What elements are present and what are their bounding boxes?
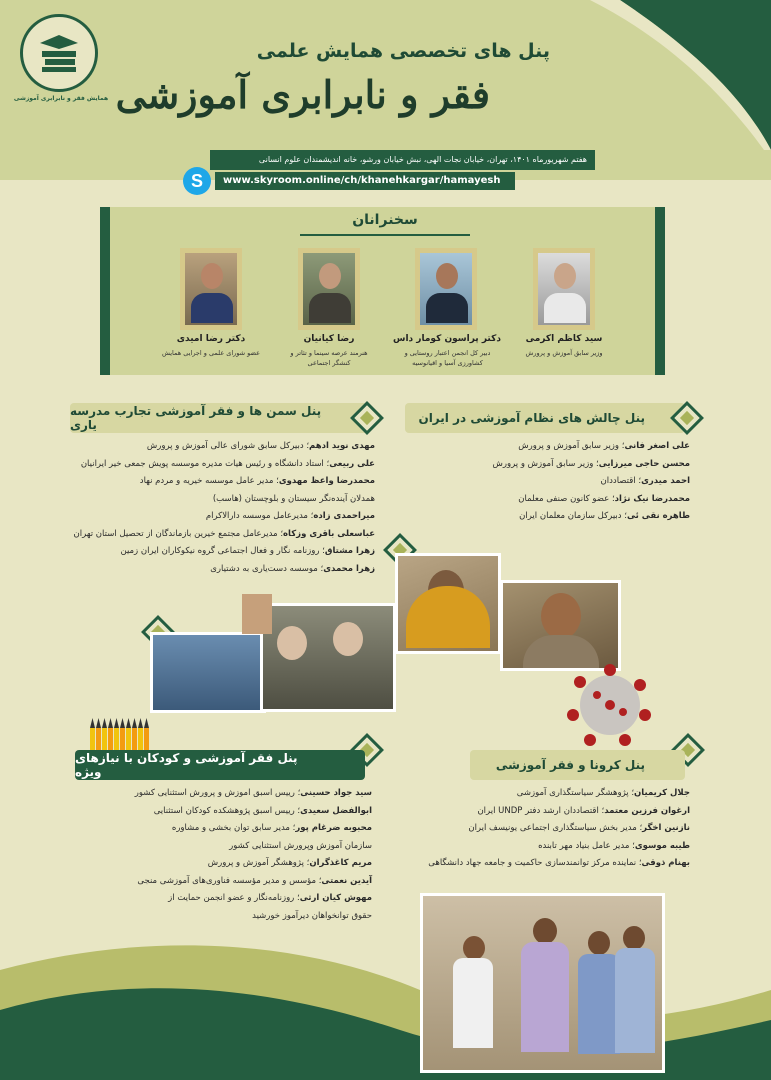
speaker-name-2: دکتر پراسون کومار داس [393,334,501,344]
panel-ngo-header [70,403,370,433]
pencils-illustration [88,718,154,750]
logo-text: همایش فقر و نابرابری آموزشی [13,95,109,102]
list-item: سید جواد حسینی؛ رییس اسبق اموزش و پرورش استثنایی کشور [134,788,372,798]
speaker-photo-3 [298,248,360,330]
top-right-swoosh [560,0,771,150]
list-item: عباسعلی باقری وزکاه؛ مدیرعامل مجتمع خیرین بازماندگان از تحصیل استان تهران [73,528,375,539]
speaker-name-4: دکتر رضا امیدی [176,334,246,344]
speakers-heading-underline [300,234,470,236]
list-item: زهرا محمدی؛ موسسه دست‌یاری به دشتیاری [210,563,375,574]
photo-girl [395,553,501,654]
list-item: مریم کاغذگران؛ پژوهشگر آموزش و پرورش [207,858,372,868]
speaker-desc-4: عضو شورای علمی و اجرایی همایش [161,349,261,357]
list-item: طاهره نقی ئی؛ دبیرکل سازمان معلمان ایران [519,511,690,521]
speaker-desc-2: دبیر کل انجمن اعتبار روستایی و کشاورزی آسیا و اقیانوسیه [404,349,491,367]
speaker-name-3: رضا کیانیان [303,334,355,344]
list-item: مهدی نوید ادهم؛ دبیرکل سابق شورای عالی آموزش و پرورش [146,441,375,451]
header-subtitle: پنل های تخصصی همایش علمی [256,40,550,62]
speaker-name-1: سید کاظم اکرمی [525,334,603,344]
speaker-desc-1: وزیر سابق آموزش و پرورش [525,349,603,357]
panel-corona-header [470,750,685,780]
panel-ngo-title: پنل سمن ها و فقر آموزشی تجارب مدرسه یاری [70,404,322,432]
list-item: محبوبه ضرغام پور؛ مدیر سابق توان بخشی و مشاوره [171,823,372,833]
list-item: ابوالفضل سعیدی؛ رییس اسبق پژوهشکده کودکان استثنایی [153,805,372,816]
skype-icon: S [183,167,211,195]
virus-illustration [555,660,665,750]
speaker-photo-1 [533,248,595,330]
list-item: همدلان آینده‌نگر سیستان و بلوچستان (هاسب) [212,493,375,504]
list-item: علی اصغر فانی؛ وزیر سابق آموزش و پرورش [518,441,690,451]
list-item: ارغوان فرزین معتمد؛ اقتصاددان ارشد دفتر UNDP ایران [477,805,690,816]
panel-challenges-header [405,403,685,433]
panel-corona-list [420,785,690,873]
event-info: هفتم شهریورماه ۱۴۰۱، تهران، خیابان نجات الهی، نبش خیابان ورشو، خانه اندیشمندان علوم انسانی [210,150,595,170]
panel-challenges-title: پنل چالش های نظام آموزشی در ایران [418,411,645,425]
website-url[interactable]: www.skyroom.online/ch/khanehkargar/hamayesh [223,175,501,186]
list-item: مهوش کیان ارثی؛ روزنامه‌نگار و عضو انجمن حمایت از [168,893,372,903]
speaker-desc-3: هنرمند عرصه سینما و تئاتر و کنشگر اجتماعی [290,349,368,367]
panel-special-header [75,750,365,780]
photo-classroom-1 [150,632,266,713]
photo-classroom-2 [260,603,396,712]
photo-classroom-3 [242,594,272,634]
logo-seal [20,14,98,92]
list-item: آیدین نعمتی؛ مؤسس و مدیر مؤسسه فناوری‌های آموزشی منجی [137,875,372,886]
list-item: طیبه موسوی؛ مدیر عامل بنیاد مهر تابنده [538,840,690,851]
list-item: محمدرضا نیک نژاد؛ عضو کانون صنفی معلمان [518,493,690,504]
books-icon [36,33,82,73]
list-item: بهنام ذوقی؛ نماینده مرکز توانمندسازی حاکمیت و جامعه جهاد دانشگاهی [428,858,690,868]
url-bar[interactable] [215,172,515,190]
page-title: فقر و نابرابری آموزشی [115,72,490,117]
list-item: علی ربیعی؛ استاد دانشگاه و رئیس هیات مدیره موسسه پویش جمعی خیر ایرانیان [80,458,375,469]
panel-ngo-list [60,438,375,578]
list-item: جلال کریمیان؛ پژوهشگر سیاستگذاری آموزشی [516,788,690,798]
panel-challenges-list [420,438,690,526]
list-item: محسن حاجی میرزایی؛ وزیر سابق آموزش و پرورش [492,458,690,469]
list-item: سازمان آموزش وپرورش استثنایی کشور [229,840,372,851]
panel-corona-title: پنل کرونا و فقر آموزشی [495,758,645,772]
list-item: میراحمدی زاده؛ مدیرعامل موسسه دارالاکرام [205,511,375,521]
photo-children [420,893,665,1073]
speakers-heading: سخنرانان [352,212,418,228]
photo-boy [500,580,621,671]
list-item: حقوق توانخواهان دیرآموز خورشید [252,910,372,921]
list-item: نازنین اخگر؛ مدیر بخش سیاستگذاری اجتماعی یونیسف ایران [468,823,690,833]
speaker-photo-2 [415,248,477,330]
panel-special-title: پنل فقر آموزشی و کودکان با نیازهای ویژه [75,751,298,779]
list-item: احمد میدری؛ اقتصاددان [600,476,690,486]
list-item: محمدرضا واعظ مهدوی؛ مدیر عامل موسسه خیریه و مردم نهاد [139,476,375,486]
speaker-photo-4 [180,248,242,330]
panel-special-list [60,785,372,925]
list-item: زهرا مشتاق؛ روزنامه نگار و فعال اجتماعی گروه نیکوکاران ایران زمین [120,546,375,556]
